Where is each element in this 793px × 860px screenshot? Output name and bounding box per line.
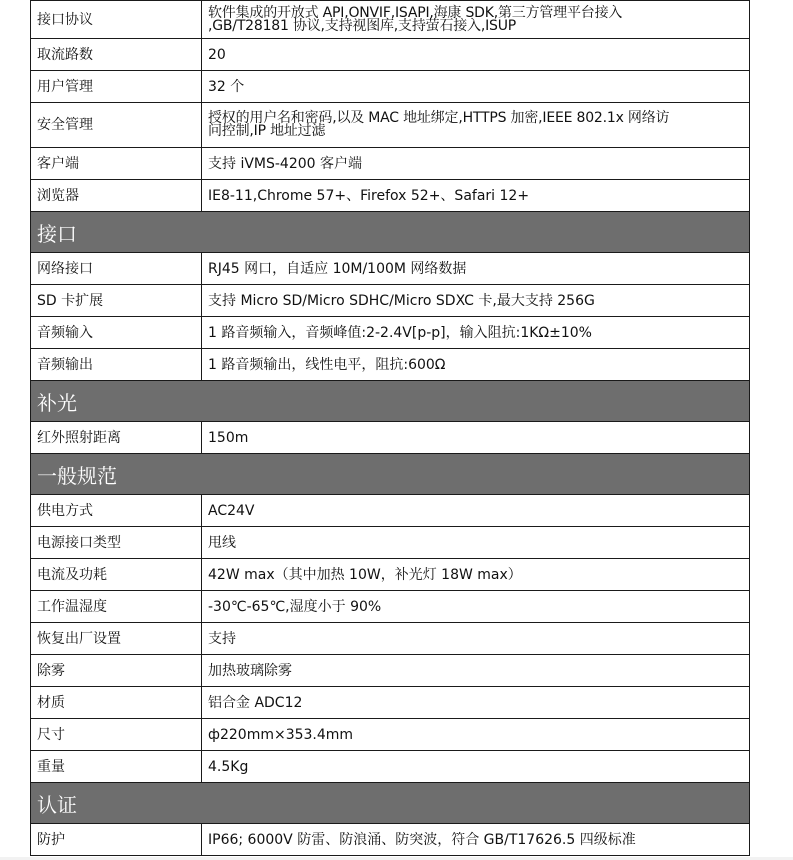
- spec-value: IE8-11,Chrome 57+、Firefox 52+、Safari 12+: [202, 180, 750, 212]
- spec-label: 音频输出: [31, 349, 202, 381]
- spec-row: [31, 824, 750, 856]
- spec-row: [31, 422, 750, 454]
- spec-label: 用户管理: [31, 71, 202, 103]
- spec-value: 4.5Kg: [202, 751, 750, 783]
- spec-row: [31, 1, 750, 39]
- spec-value: 加热玻璃除雾: [202, 655, 750, 687]
- spec-label: 安全管理: [31, 103, 202, 148]
- spec-row: [31, 495, 750, 527]
- spec-row: [31, 180, 750, 212]
- spec-label: 防护: [31, 824, 202, 856]
- spec-label: 电流及功耗: [31, 559, 202, 591]
- spec-value: 32 个: [202, 71, 750, 103]
- spec-value: 42W max（其中加热 10W，补光灯 18W max）: [202, 559, 750, 591]
- section-title: 一般规范: [31, 454, 750, 495]
- spec-row: [31, 39, 750, 71]
- spec-label: 重量: [31, 751, 202, 783]
- spec-label: 网络接口: [31, 253, 202, 285]
- spec-table-body: [31, 1, 750, 856]
- spec-label: SD 卡扩展: [31, 285, 202, 317]
- spec-row: [31, 591, 750, 623]
- spec-value: [202, 103, 750, 148]
- spec-row: [31, 71, 750, 103]
- spec-value: RJ45 网口，自适应 10M/100M 网络数据: [202, 253, 750, 285]
- spec-value: AC24V: [202, 495, 750, 527]
- spec-label: 工作温湿度: [31, 591, 202, 623]
- spec-value-line: 授权的用户名和密码,以及 MAC 地址绑定,HTTPS 加密,IEEE 802.1x 网络访: [208, 110, 670, 126]
- spec-value: -30℃-65℃,湿度小于 90%: [202, 591, 750, 623]
- spec-value: IP66; 6000V 防雷、防浪涌、防突波，符合 GB/T17626.5 四级标准: [202, 824, 750, 856]
- spec-label: 电源接口类型: [31, 527, 202, 559]
- spec-value: [202, 1, 750, 39]
- spec-value: 甩线: [202, 527, 750, 559]
- spec-label: 取流路数: [31, 39, 202, 71]
- spec-row: [31, 253, 750, 285]
- spec-row: [31, 349, 750, 381]
- spec-value-line: 软件集成的开放式 API,ONVIF,ISAPI,海康 SDK,第三方管理平台接入: [208, 4, 623, 21]
- section-title: 补光: [31, 381, 750, 422]
- spec-value-line: ,GB/T28181 协议,支持视图库,支持萤石接入,ISUP: [208, 17, 517, 34]
- spec-row: [31, 527, 750, 559]
- spec-label: 接口协议: [31, 1, 202, 39]
- section-header: [31, 212, 750, 253]
- spec-row: [31, 751, 750, 783]
- spec-row: [31, 559, 750, 591]
- spec-label: 除雾: [31, 655, 202, 687]
- spec-label: 红外照射距离: [31, 422, 202, 454]
- spec-value: 支持 Micro SD/Micro SDHC/Micro SDXC 卡,最大支持 256G: [202, 285, 750, 317]
- spec-value: 支持: [202, 623, 750, 655]
- spec-label: 供电方式: [31, 495, 202, 527]
- spec-value: ф220mm×353.4mm: [202, 719, 750, 751]
- spec-row: [31, 285, 750, 317]
- spec-label: 浏览器: [31, 180, 202, 212]
- spec-label: 材质: [31, 687, 202, 719]
- spec-value-line: 问控制,IP 地址过滤: [208, 123, 326, 139]
- spec-label: 音频输入: [31, 317, 202, 349]
- spec-row: [31, 103, 750, 148]
- spec-value: 20: [202, 39, 750, 71]
- spec-label: 恢复出厂设置: [31, 623, 202, 655]
- spec-label: 尺寸: [31, 719, 202, 751]
- section-header: [31, 381, 750, 422]
- section-title: 接口: [31, 212, 750, 253]
- spec-row: [31, 148, 750, 180]
- spec-row: [31, 719, 750, 751]
- spec-value: 支持 iVMS-4200 客户端: [202, 148, 750, 180]
- section-header: [31, 454, 750, 495]
- spec-row: [31, 687, 750, 719]
- spec-value: 1 路音频输出，线性电平，阻抗:600Ω: [202, 349, 750, 381]
- spec-table: [30, 0, 750, 856]
- spec-row: [31, 623, 750, 655]
- spec-row: [31, 317, 750, 349]
- spec-row: [31, 655, 750, 687]
- spec-label: 客户端: [31, 148, 202, 180]
- spec-value: 1 路音频输入，音频峰值:2-2.4V[p-p]，输入阻抗:1KΩ±10%: [202, 317, 750, 349]
- spec-value: 铝合金 ADC12: [202, 687, 750, 719]
- section-header: [31, 783, 750, 824]
- spec-value: 150m: [202, 422, 750, 454]
- section-title: 认证: [31, 783, 750, 824]
